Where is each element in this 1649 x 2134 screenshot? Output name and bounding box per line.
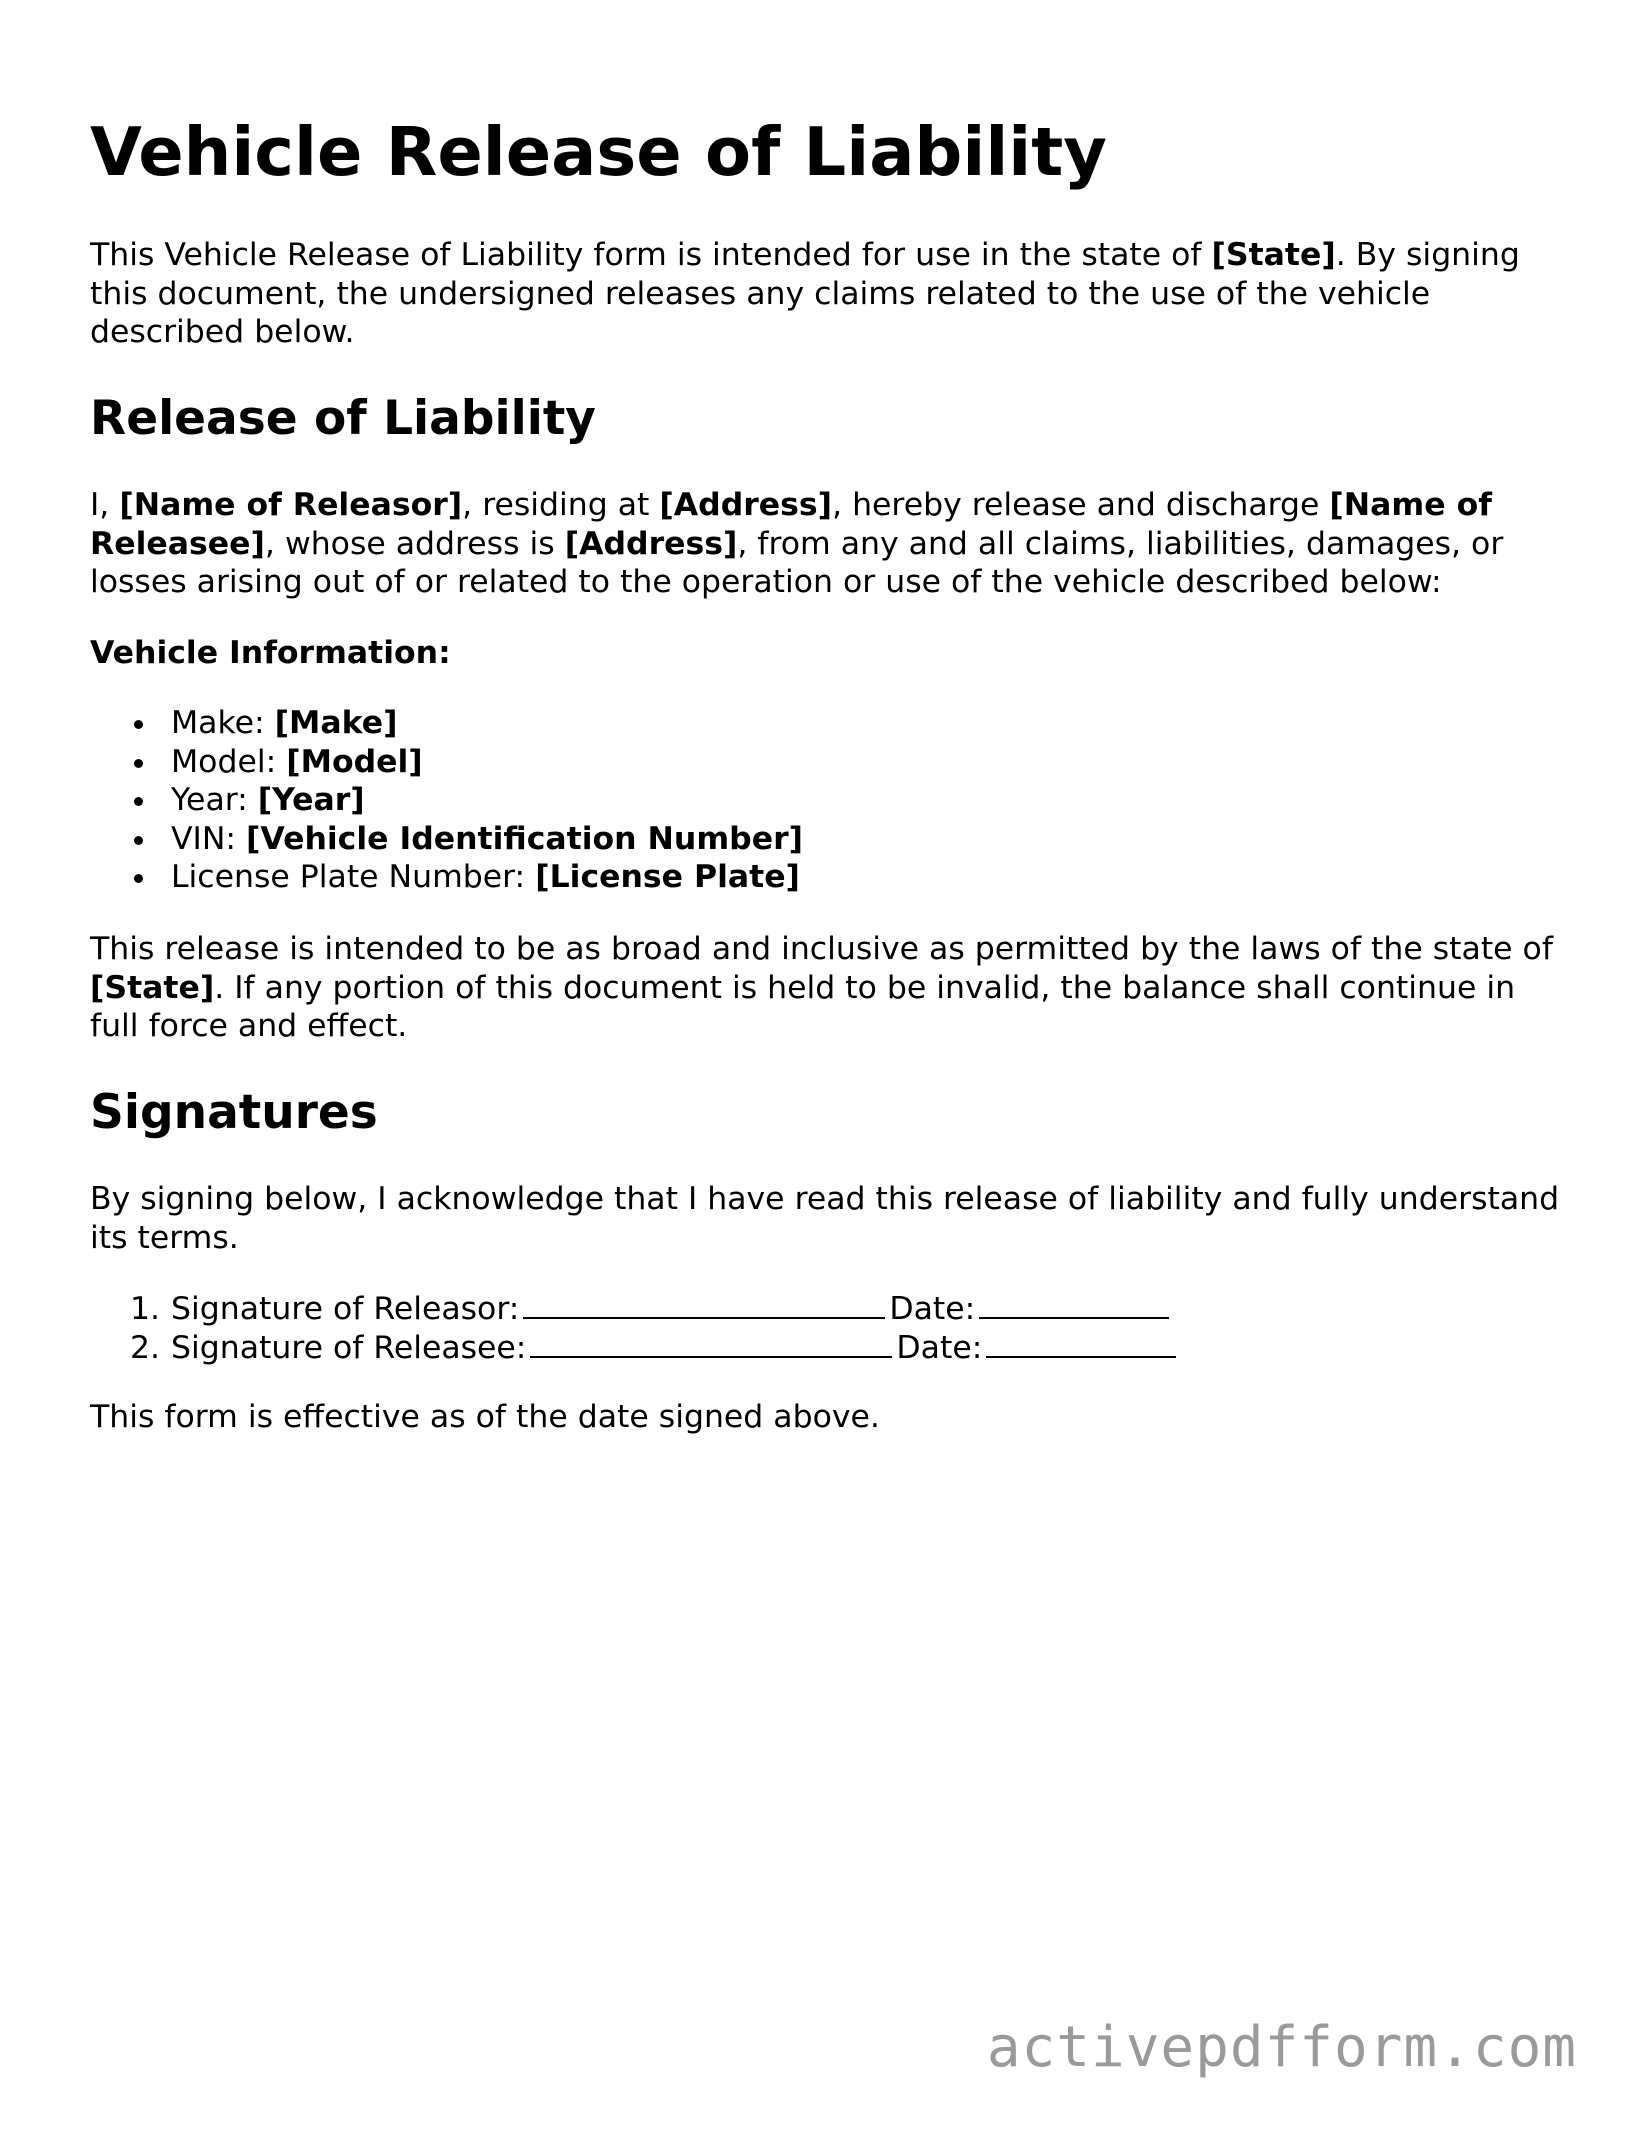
date-label: Date: [896,1329,983,1366]
bullet-icon [134,874,143,883]
release-paragraph: I, [Name of Releasor], residing at [Address], hereby release and discharge [Name of Releasee], whose address is [Address], from any and all claims, liabilities, damages, or losses arising out of or related to the operation or use of the vehicle described below: [90,487,1504,600]
release-heading: Release of Liability [90,391,596,446]
signatures-heading: Signatures [90,1085,378,1140]
bullet-icon [134,836,143,845]
releasor-signature-line[interactable] [523,1316,885,1319]
state-placeholder: [State] [90,969,215,1006]
signature-label: Signature of Releasor: [171,1291,520,1327]
intro-paragraph: This Vehicle Release of Liability form is intended for use in the state of [State]. By signing this document, the undersigned releases any claims related to the use of the vehicle described below. [90,237,1520,350]
signature-label: Signature of Releasee: [171,1329,527,1366]
bullet-icon [134,759,143,768]
releasee-date-line[interactable] [986,1355,1176,1358]
releasee-signature-line[interactable] [530,1355,892,1358]
bullet-icon [134,720,143,729]
signature-list [90,1290,1180,1367]
releasor-date-line[interactable] [979,1316,1169,1319]
list-number: 1. [130,1291,161,1327]
signature-row-releasee [90,1329,1180,1368]
releasee-name-placeholder: [Name of Releasee] [90,487,1492,562]
list-item: Year: [Year] [90,781,803,820]
broad-release-paragraph: This release is intended to be as broad and inclusive as permitted by the laws of the state of [State]. If any portion of this document is held to be invalid, the balance shall continue in full force and effect. [90,931,1553,1044]
state-placeholder: [State] [1211,237,1336,273]
releasee-address-placeholder: [Address] [564,525,738,562]
releasor-name-placeholder: [Name of Releasor] [119,487,463,523]
watermark: activepdfform.com [986,2015,1577,2080]
list-item: VIN: [Vehicle Identification Number] [90,820,803,859]
vehicle-info-list [90,704,803,897]
document-title: Vehicle Release of Liability [90,113,1107,191]
date-label: Date: [889,1291,976,1327]
effective-note: This form is effective as of the date signed above. [90,1399,880,1435]
signatures-intro: By signing below, I acknowledge that I have read this release of liability and fully understand its terms. [90,1181,1560,1256]
list-item: License Plate Number: [License Plate] [90,858,803,897]
list-item: Model: [Model] [90,743,803,782]
list-item: Make: [Make] [90,704,803,743]
list-number: 2. [130,1329,161,1366]
vehicle-info-label: Vehicle Information: [90,635,451,671]
signature-row-releasor [90,1290,1180,1329]
releasor-address-placeholder: [Address] [659,487,833,523]
bullet-icon [134,797,143,806]
